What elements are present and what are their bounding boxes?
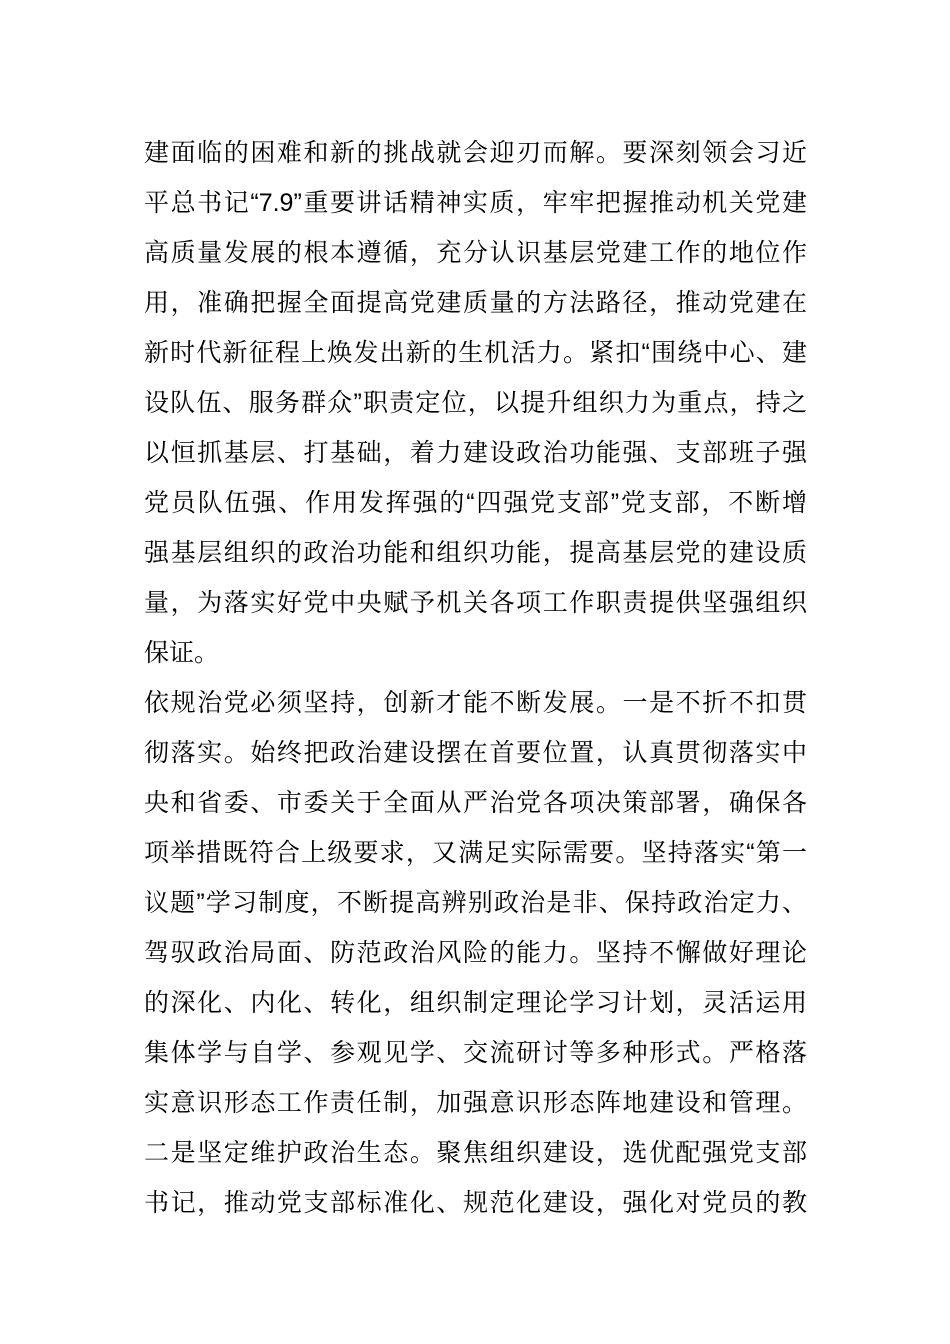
text-line: 集体学与自学、参观见学、交流研讨等多种形式。严格落 — [144, 1039, 807, 1067]
text-line: 书记，推动党支部标准化、规范化建设，强化对党员的教 — [144, 1189, 807, 1217]
text-line: 保证。 — [144, 639, 220, 667]
text-line: 议题”学习制度，不断提高辨别政治是非、保持政治定力、 — [144, 889, 807, 917]
text-line: 驾驭政治局面、防范政治风险的能力。坚持不懈做好理论 — [144, 939, 807, 967]
text-line: 央和省委、市委关于全面从严治党各项决策部署，确保各 — [144, 789, 807, 817]
document-text-block — [144, 128, 807, 1228]
text-line: 党员队伍强、作用发挥强的“四强党支部”党支部，不断增 — [144, 489, 807, 517]
text-line: 高质量发展的根本遵循，充分认识基层党建工作的地位作 — [144, 239, 807, 267]
text-line: 二是坚定维护政治生态。聚焦组织建设，选优配强党支部 — [144, 1139, 807, 1167]
text-line: 彻落实。始终把政治建设摆在首要位置，认真贯彻落实中 — [144, 739, 807, 767]
text-line: 用，准确把握全面提高党建质量的方法路径，推动党建在 — [144, 289, 807, 317]
text-line: 平总书记“7.9”重要讲话精神实质，牢牢把握推动机关党建 — [144, 189, 807, 217]
text-line: 项举措既符合上级要求，又满足实际需要。坚持落实“第一 — [144, 839, 807, 867]
text-line: 建面临的困难和新的挑战就会迎刃而解。要深刻领会习近 — [144, 139, 807, 167]
text-line: 强基层组织的政治功能和组织功能，提高基层党的建设质 — [144, 539, 807, 567]
text-line: 实意识形态工作责任制，加强意识形态阵地建设和管理。 — [144, 1089, 807, 1117]
text-line: 依规治党必须坚持，创新才能不断发展。一是不折不扣贯 — [144, 689, 807, 717]
text-line: 量，为落实好党中央赋予机关各项工作职责提供坚强组织 — [144, 589, 807, 617]
text-line: 以恒抓基层、打基础，着力建设政治功能强、支部班子强 — [144, 439, 807, 467]
text-line: 设队伍、服务群众”职责定位，以提升组织力为重点，持之 — [144, 389, 807, 417]
text-line: 新时代新征程上焕发出新的生机活力。紧扣“围绕中心、建 — [144, 339, 807, 367]
text-line: 的深化、内化、转化，组织制定理论学习计划，灵活运用 — [144, 989, 807, 1017]
